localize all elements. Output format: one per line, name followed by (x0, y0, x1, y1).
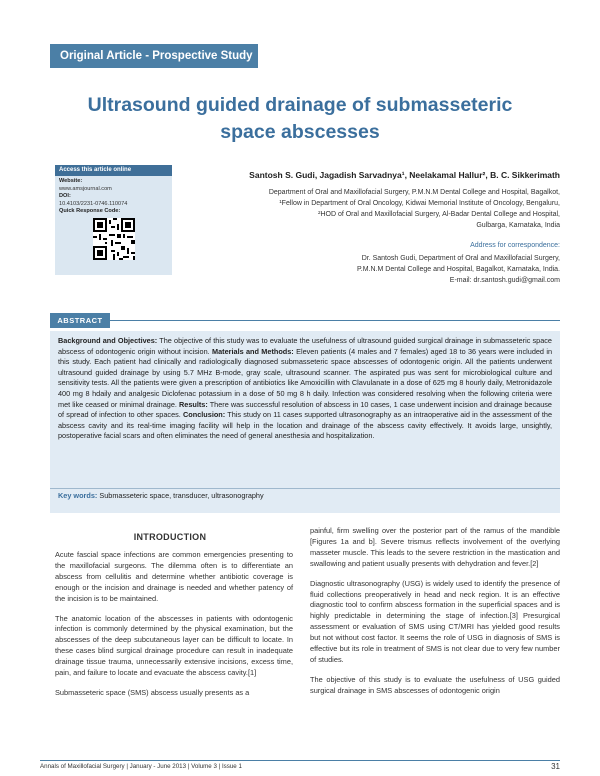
abstract-background-heading: Background and Objectives: (58, 336, 158, 345)
journal-footer: Annals of Maxillofacial Surgery | January - June 2013 | Volume 3 | Issue 1 (40, 763, 242, 770)
abstract-label: ABSTRACT (50, 313, 110, 328)
author-list: Santosh S. Gudi, Jagadish Sarvadnya¹, Neelakamal Hallur², B. C. Sikkerimath (249, 170, 560, 180)
footer-divider (40, 760, 560, 761)
keywords-divider (50, 488, 560, 489)
keywords-label: Key words: (58, 491, 98, 500)
abstract-methods-heading: Materials and Methods: (212, 346, 294, 356)
paragraph: painful, firm swelling over the posterior part of the ramus of the mandible [Figures 1a and b]. Severe trismus reflects involvement of the overlying masseter muscle. This leads to the severe restriction in the mastication and swallowing and patient usually presents with dehydration and fever.[2] (310, 526, 560, 568)
correspondence-line: Dr. Santosh Gudi, Department of Oral and Maxillofacial Surgery, (361, 255, 560, 262)
paragraph: Acute fascial space infections are common emergencies presenting to the maxillofacial surgeons. The dilemma often is to differentiate an abscess from cellulitis and determine whether antibiotic coverage is enough or the incision and drainage is needed and whether patency of the incision is to be maintained. (55, 550, 293, 603)
abstract-conclusion-text: This study on 11 cases supported ultrasonography as an intraoperative aid in the assessment of the abscess cavity and its real-time imaging facility will help in the location and drainage of the abscess cavity effectively. It avoids large, unsightly, postoperative facial scars and often eliminates the need of general anesthesia and hospitalization. (58, 410, 553, 441)
introduction-heading: INTRODUCTION (133, 532, 207, 542)
keywords-text: Submasseteric space, transducer, ultrasonography (97, 491, 264, 500)
article-type-banner: Original Article - Prospective Study (50, 44, 258, 68)
abstract-results-heading: Results: (179, 399, 208, 409)
affiliations (200, 187, 560, 231)
abstract-methods-text: Eleven patients (4 males and 7 females) aged 18 to 36 years were included in this study. Each patient had clinically and radiologically diagnosed submasseteric space abscesses of odontogenic origin. All the patients underwent ultrasound guided drainage by using 5.7 MHz B-mode, gray scale, ultrasound scanner. The aspirated pus was sent for microbiological culture and sensitivity tests. All the patients were given a prescription of antibiotics like Amoxicillin with Clavulanate in a dose of 625 mg 8 hourly daily, Metronidazole 400 mg 8 hdaily and analgesic Diclofenac potassium in a dose of 50 mg 8 h daily. Infection was considered resolving when the following criteria were met like ceased or minimal drainage. (58, 346, 553, 409)
paragraph: Diagnostic ultrasonography (USG) is widely used to identify the presence of fluid collections preoperatively in head and neck region. It is an effective diagnostic tool to confirm abscess formation in the superficial spaces and is highly predictable in determining the stage of infection.[3] Presurgical assessment or evaluation of SMS using CT/MRI has yielded good results but not without cost factor. It seems the role of USG in diagnosis of SMS is effective but its role in treatment of SMS is not clear due to very few number of studies. (310, 578, 560, 664)
correspondence-address (260, 253, 560, 286)
abstract-background-text: The objective of this study was to evaluate the usefulness of ultrasound guided surgical drainage in submasseteric space abscess of odontogenic origin without incision. (58, 336, 552, 356)
correspondence-title: Address for correspondence: (470, 242, 560, 249)
keywords (58, 491, 558, 500)
title-line-2: space abscesses (220, 121, 380, 143)
abstract-conclusion-heading: Conclusion: (183, 410, 226, 420)
access-online-box (55, 165, 172, 275)
paragraph: The anatomic location of the abscesses in patients with odontogenic infection is commonly determined by the physical examination, but the abscesses of the deep subcutaneous layer can be difficult to locate. In these cases blind surgical drainage procedure can result in inadequate drainage tissue trauma, unnecessarily extensive incisions, excess time, pain, and failure to locate and evacuate the abscess cavity.[1] (55, 613, 293, 678)
abstract-body (50, 331, 560, 513)
website-label: Website: (59, 178, 83, 184)
doi-value[interactable]: 10.4103/2231-0746.110074 (59, 200, 128, 207)
qr-code-icon (93, 218, 135, 260)
paragraph: Submasseteric space (SMS) abscess usually presents as a (55, 687, 250, 697)
access-heading: Access this article online (55, 165, 172, 176)
abstract-results-text: There was successful resolution of abscess in 10 cases, 1 case underwent incision and drainage because of spread of infection to other spaces. (58, 399, 552, 420)
affiliation-line: Gulbarga, Karnataka, India (476, 222, 560, 229)
website-link[interactable]: www.amsjournal.com (59, 185, 112, 192)
doi-label: DOI: (59, 193, 71, 200)
left-column (55, 550, 293, 708)
qr-label: Quick Response Code: (59, 208, 121, 215)
correspondence-line: P.M.N.M Dental College and Hospital, Bagalkot, Karnataka, India. (357, 266, 560, 273)
title-line-1: Ultrasound guided drainage of submasseteric (87, 94, 513, 116)
affiliation-line: ¹Fellow in Department of Oral Oncology, Kidwai Memorial Institute of Oncology, Bengaluru, (279, 200, 560, 207)
affiliation-line: ²HOD of Oral and Maxillofacial Surgery, Al-Badar Dental College and Hospital, (318, 211, 560, 218)
right-column (310, 526, 560, 706)
correspondence-email[interactable]: E-mail: dr.santosh.gudi@gmail.com (449, 277, 560, 284)
article-title (40, 92, 560, 146)
abstract-divider (110, 320, 560, 321)
affiliation-line: Department of Oral and Maxillofacial Surgery, P.M.N.M Dental College and Hospital, Bagalkot, (268, 189, 560, 196)
page-number: 31 (551, 762, 560, 771)
paragraph: The objective of this study is to evaluate the usefulness of USG guided surgical drainage in SMS abscesses of odontogenic origin (310, 674, 560, 695)
